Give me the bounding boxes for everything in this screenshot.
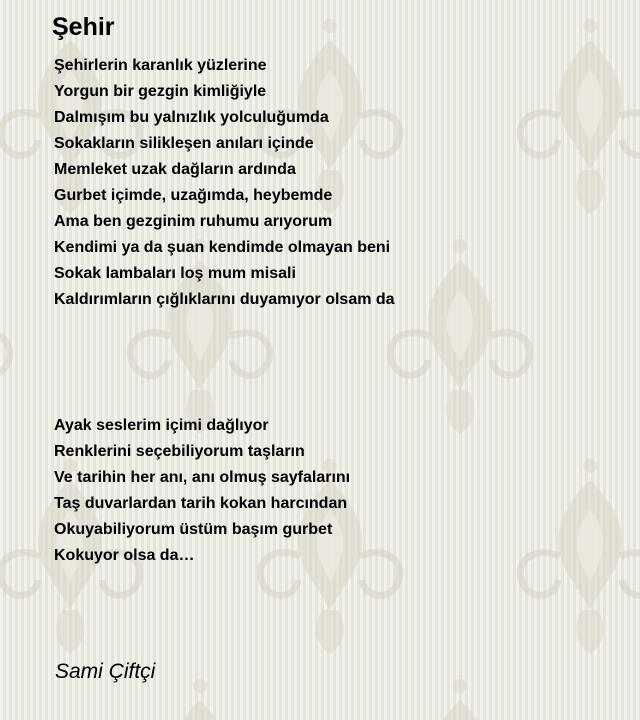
poem-line: Sokak lambaları loş mum misali bbox=[54, 265, 296, 282]
poem-line: Renklerini seçebiliyorum taşların bbox=[54, 443, 305, 460]
stanza-1 bbox=[54, 53, 395, 313]
poem-line: Okuyabiliyorum üstüm başım gurbet bbox=[54, 521, 333, 538]
poem-line: Gurbet içimde, uzağımda, heybemde bbox=[54, 187, 333, 204]
poem-line: Şehirlerin karanlık yüzlerine bbox=[54, 57, 267, 74]
poem-line: Taş duvarlardan tarih kokan harcından bbox=[54, 495, 348, 512]
poem-line: Ama ben gezginim ruhumu arıyorum bbox=[54, 213, 333, 230]
stanza-2 bbox=[54, 413, 350, 569]
poem-line: Memleket uzak dağların ardında bbox=[54, 161, 296, 178]
poem-line: Yorgun bir gezgin kimliğiyle bbox=[54, 83, 267, 100]
poem-line: Dalmışım bu yalnızlık yolculuğumda bbox=[54, 109, 329, 126]
poem-line: Sokakların silikleşen anıları içinde bbox=[54, 135, 314, 152]
poem-line: Ve tarihin her anı, anı olmuş sayfalarını bbox=[54, 469, 351, 486]
poem-author: Sami Çiftçi bbox=[55, 660, 156, 683]
poem-title: Şehir bbox=[52, 13, 115, 41]
poem-line: Ayak seslerim içimi dağlıyor bbox=[54, 417, 269, 434]
poem-line: Kaldırımların çığlıklarını duyamıyor olsam da bbox=[54, 291, 395, 308]
poem-line: Kendimi ya da şuan kendimde olmayan beni bbox=[54, 239, 391, 256]
poem-line: Kokuyor olsa da… bbox=[54, 547, 195, 564]
